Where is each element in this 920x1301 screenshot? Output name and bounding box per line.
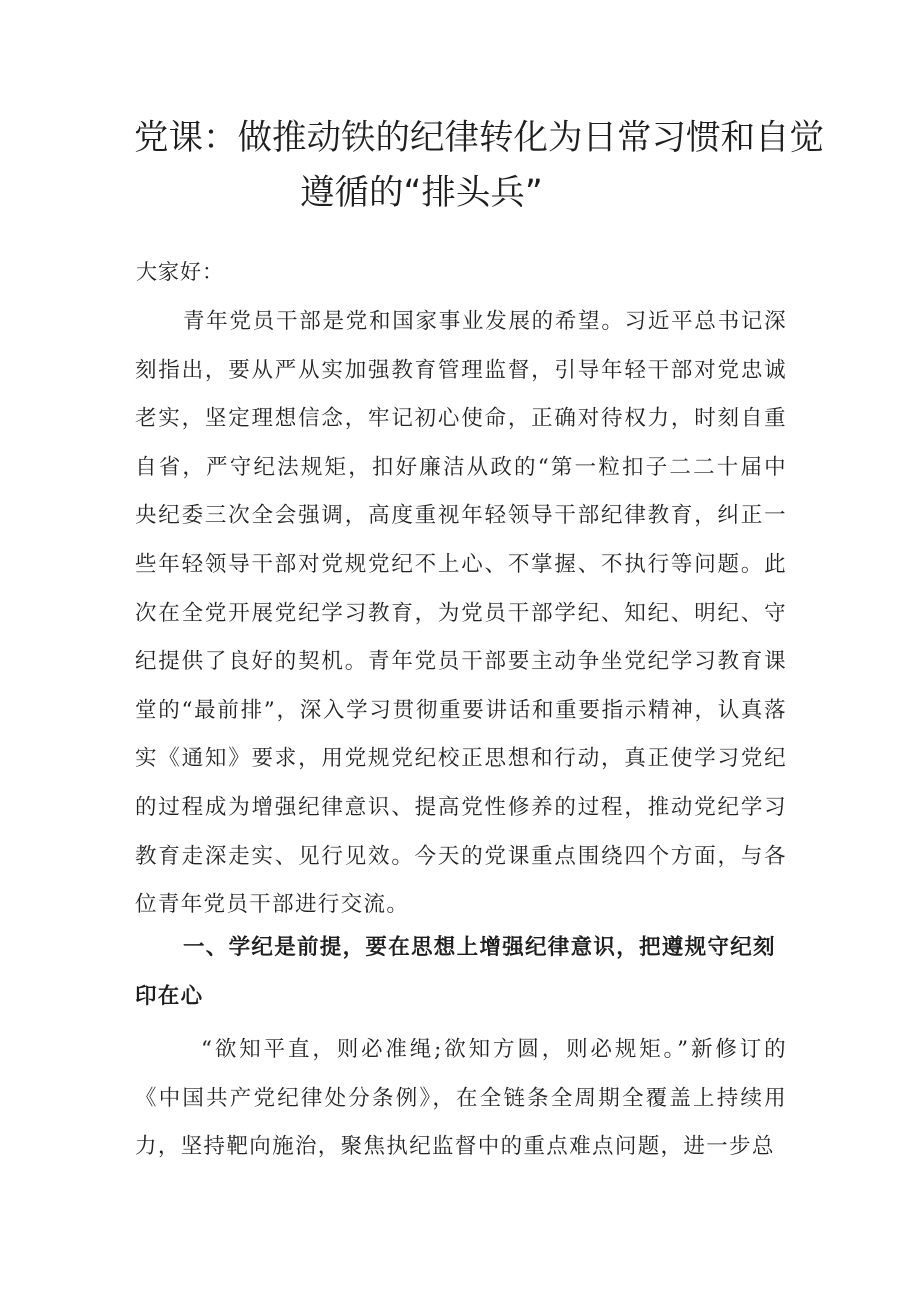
paragraph-section-1: “欲知平直，则必准绳;欲知方圆，则必规矩。”新修订的《中国共产党纪律处分条例》，在全链条全周期全覆盖上持续用力，坚持靶向施治，聚焦执纪监督中的重点难点问题，进一步总 [135,1037,787,1160]
greeting: 大家好： [136,260,224,284]
section-heading-1: 一、学纪是前提，要在思想上增强纪律意识，把遵规守纪刻印在心 [135,935,776,1009]
paragraph-intro: 青年党员干部是党和国家事业发展的希望。习近平总书记深刻指出，要从严从实加强教育管理监督，引导年轻干部对党忠诚老实，坚定理想信念，牢记初心使命，正确对待权力，时刻自重自省，严守纪法规矩，扣好廉洁从政的“第一粒扣子二二十届中央纪委三次全会强调，高度重视年轻领导干部纪律教育，纠正一些年轻领导干部对党规党纪不上心、不掌握、不执行等问题。此次在全党开展党纪学习教育，为党员干部学纪、知纪、明纪、守纪提供了良好的契机。青年党员干部要主动争坐党纪学习教育课堂的“最前排”，深入学习贯彻重要讲话和重要指示精神，认真落实《通知》要求，用党规党纪校正思想和行动，真正使学习党纪的过程成为增强纪律意识、提高党性修养的过程，推动党纪学习教育走深走实、见行见效。今天的党课重点围绕四个方面，与各位青年党员干部进行交流。 [135,309,787,918]
document-title-line-2: 遵循的“排头兵” [300,173,543,213]
document-title-line-1: 党课：做推动铁的纪律转化为日常习惯和自觉 [134,118,824,158]
